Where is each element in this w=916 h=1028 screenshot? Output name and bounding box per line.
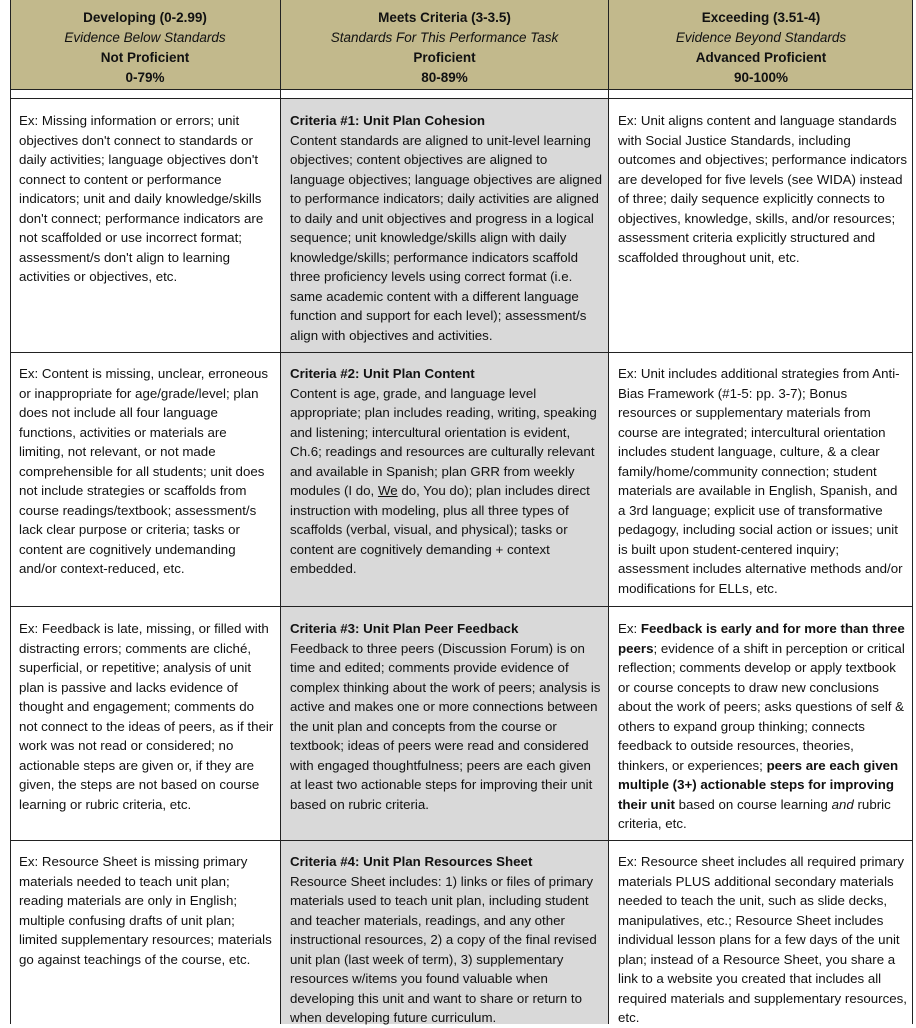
header-range: 80-89%	[421, 70, 468, 85]
column-divider	[608, 0, 609, 1024]
header-divider	[10, 89, 913, 90]
column-divider	[280, 0, 281, 1024]
header-exceeding	[609, 0, 913, 89]
header-developing	[10, 0, 280, 89]
row2-exceeding: Ex: Unit includes additional strategies from Anti-Bias Framework (#1-5: pp. 3-7); Bonus resources or supplementary materials from course are integrated; intercultural orientation includes student language, culture, & a clear family/home/community connection; student materials are available in English, Spanish, and a 3rd language; explicit use of transformative pedagogy, including social action or issues; unit is built upon student-centered inquiry; assessment includes alternative methods and/or modifications for ELLs, etc.	[618, 366, 903, 596]
criteria-text: Feedback to three peers (Discussion Forum) is on time and edited; comments provide evidence of complex thinking about the work of peers; analysis is active and makes one or more connections between the unit plan and concepts from the course or textbook; ideas of peers were read and considered with engaged thoughtfulness; peers are each given at least two actionable steps for improving their unit based on rubric criteria.	[290, 640, 601, 812]
criteria-title: Criteria #4: Unit Plan Resources Sheet	[290, 854, 533, 869]
row-divider	[10, 606, 913, 607]
row4-exceeding: Ex: Resource sheet includes all required primary materials PLUS additional secondary materials needed to teach the unit, such as slide decks, manipulatives, etc.; Resource Sheet includes individual lesson plans for a few days of the unit plan; instead of a Resource Sheet, you share a link to a website you created that includes all required materials and supplementary resources, etc.	[618, 854, 907, 1025]
row4-criteria	[281, 852, 608, 1028]
row1-exceeding: Ex: Unit aligns content and language standards with Social Justice Standards, including outcomes and objectives; performance indicators are developed for five levels (see WIDA) instead of three; daily sequence explicitly connects to objectives, knowledge, skills, and/or resources; assessment criteria explicitly structured and scaffolded throughout unit, etc.	[618, 113, 907, 265]
header-level: Meets Criteria (3-3.5)	[378, 10, 511, 25]
criteria-title: Criteria #3: Unit Plan Peer Feedback	[290, 621, 519, 636]
header-range: 0-79%	[125, 70, 165, 85]
table-border	[912, 0, 913, 1024]
header-meets	[281, 0, 608, 89]
row4-developing: Ex: Resource Sheet is missing primary materials needed to teach unit plan; reading materials are only in English; multiple confusing drafts of unit plan; limited supplementary resources; materials go against teachings of the course, etc.	[19, 854, 272, 967]
header-divider	[10, 98, 913, 99]
header-level: Exceeding (3.51-4)	[701, 10, 821, 25]
header-rating: Not Proficient	[100, 50, 190, 65]
row-divider	[10, 840, 913, 841]
header-desc: Standards For This Performance Task	[330, 30, 559, 45]
row2-criteria	[281, 364, 608, 579]
row3-developing: Ex: Feedback is late, missing, or filled with distracting errors; comments are cliché, superficial, or repetitive; analysis of unit plan is passive and lacks evidence of thought and engagement; comments do not connect to the ideas of peers, as if their work was not read or considered; no actionable steps are given or, if they are given, the steps are not based on course learning or rubric criteria, etc.	[19, 621, 274, 812]
row2-developing: Ex: Content is missing, unclear, erroneous or inappropriate for age/grade/level; plan does not include all four language functions, activities or materials are limiting, not relevant, or not made comprehensible for all students; unit does not include strategies or scaffolds from course readings/textbook; assessment/s lack clear purpose or criteria; tasks or content are cognitively undemanding and/or context-reduced, etc.	[19, 366, 269, 576]
header-rating: Advanced Proficient	[695, 50, 827, 65]
row1-criteria	[281, 111, 608, 345]
criteria-text: Content standards are aligned to unit-level learning objectives; content objectives are aligned to language objectives; language objectives are aligned to performance indicators; daily activities are aligned to daily and unit objectives and progress in a logical sequence; unit knowledge/skills align with daily knowledge/skills; performance indicators scaffold three proficiency levels using correct format (i.e. same academic content with a different language function and support for each level); assessment/s align with objectives and activities.	[290, 132, 602, 343]
criteria-text: Content is age, grade, and language level appropriate; plan includes reading, writing, speaking and listening; intercultural orientation is evident, Ch.6; readings and resources are culturally relevant and available in Spanish; plan GRR from weekly modules (I do, We do, You do); plan includes direct instruction with modeling, plus all three types of scaffolds (verbal, visual, and physical); tasks or content are cognitively demanding + context embedded.	[290, 385, 597, 576]
criteria-text: Resource Sheet includes: 1) links or files of primary materials used to teach unit plan, including student and teacher materials, readings, and any other instructional resources, 2) a copy of the final revised unit plan (last week of term), 3) supplementary resources w/items you found valuable when developing this unit and want to share or return to when developing future curriculum.	[290, 873, 597, 1025]
header-desc: Evidence Beyond Standards	[675, 30, 847, 45]
row3-exceeding: Ex: Feedback is early and for more than three peers; evidence of a shift in perception or critical reflection; comments develop or apply textbook or course concepts to draw new conclusions about the work of peers; asks questions of self & others to expand group thinking; connects feedback to outside resources, theories, thinkers, or experiences; peers are each given multiple (3+) actionable steps for improving their unit based on course learning and rubric criteria, etc.	[618, 621, 905, 831]
criteria-title: Criteria #1: Unit Plan Cohesion	[290, 113, 486, 128]
header-desc: Evidence Below Standards	[64, 30, 226, 45]
header-range: 90-100%	[733, 70, 789, 85]
row3-criteria	[281, 619, 608, 814]
header-level: Developing (0-2.99)	[83, 10, 207, 25]
header-rating: Proficient	[413, 50, 476, 65]
row1-developing: Ex: Missing information or errors; unit objectives don't connect to standards or daily activities; language objectives don't connect to content or performance indicators; unit and daily knowledge/skills don't connect; performance indicators are not scaffolded or use incorrect format; assessment/s don't align to learning activities or objectives, etc.	[19, 113, 264, 284]
table-border	[10, 0, 11, 1024]
rubric-table	[10, 0, 913, 1024]
criteria-title: Criteria #2: Unit Plan Content	[290, 366, 475, 381]
row-divider	[10, 352, 913, 353]
